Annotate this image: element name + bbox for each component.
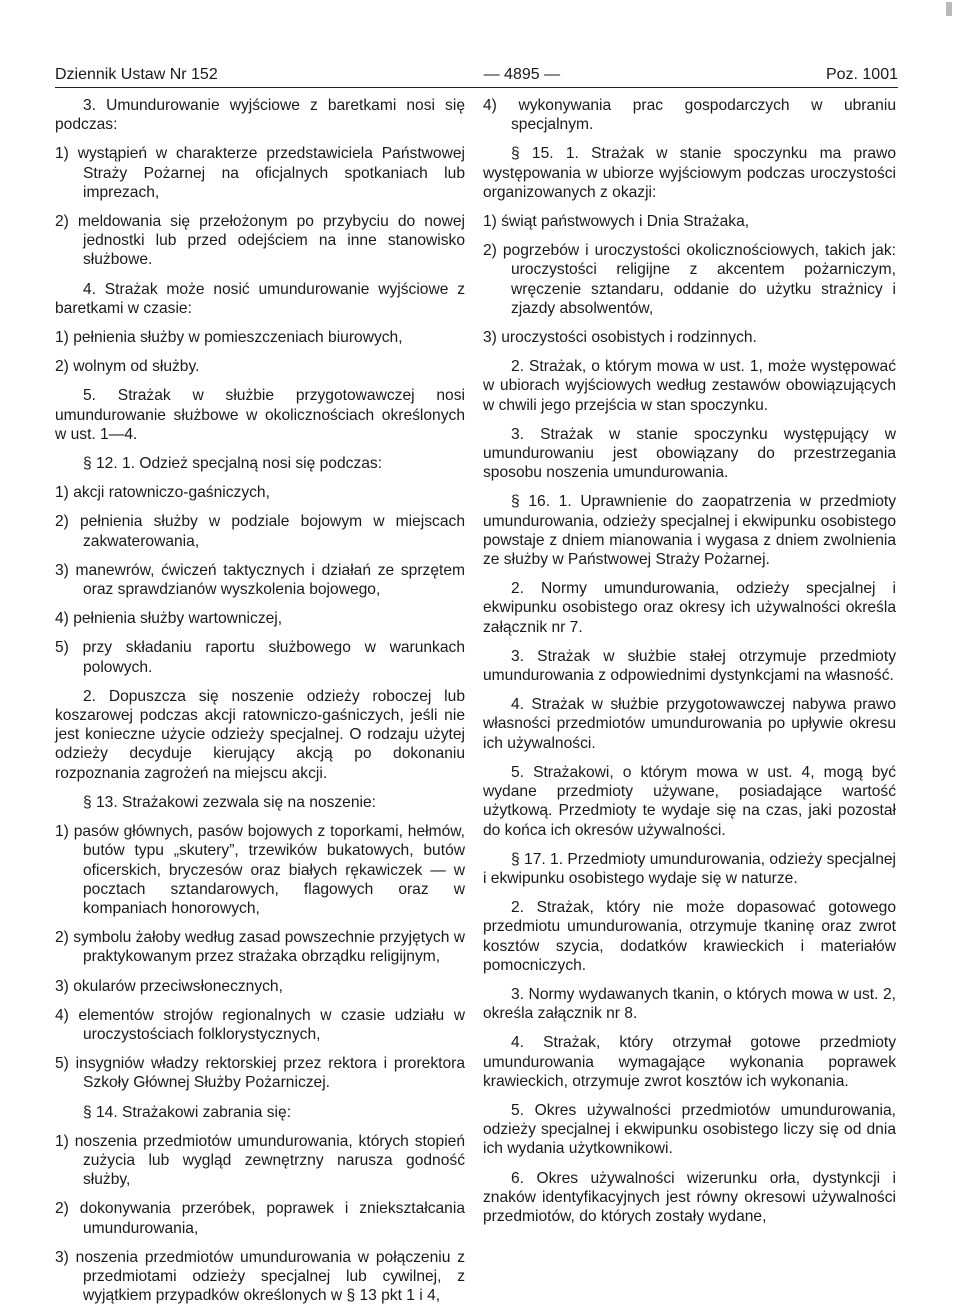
paragraph: § 14. Strażakowi zabrania się: xyxy=(83,1103,292,1121)
list-item: 2) dokonywania przeróbek, poprawek i zniekształcania umundurowania, xyxy=(55,1200,465,1237)
paragraph: 3. Strażak w służbie stałej otrzymuje przedmioty umundurowania z odpowiednimi dystynkcjami na własność. xyxy=(483,647,896,685)
paragraph: 2. Normy umundurowania, odzieży specjalnej i ekwipunku osobistego oraz okresy ich używalności określa załącznik nr 7. xyxy=(483,580,896,636)
paragraph: 5. Okres używalności przedmiotów umundurowania, odzieży specjalnej i ekwipunku osobistego liczy się od dnia ich wydania użytkownikowi. xyxy=(483,1101,896,1158)
list-item: 2) meldowania się przełożonym po przybyciu do nowej jednostki lub przed odejściem na inne stanowisko służbowe. xyxy=(55,213,465,269)
paragraph: 4. Strażak może nosić umundurowanie wyjściowe z baretkami w czasie: xyxy=(55,280,465,317)
list-item: 2) wolnym od służby. xyxy=(55,358,200,376)
paragraph: 3. Strażak w stanie spoczynku występujący w umundurowaniu jest obowiązany do przestrzegania sposobu noszenia umundurowania. xyxy=(483,425,896,482)
page-header xyxy=(55,60,898,84)
list-item: 3) manewrów, ćwiczeń taktycznych i działań ze sprzętem oraz sprawdzianów wyszkolenia bojowego, xyxy=(55,561,465,599)
page-number: — 4895 — xyxy=(483,66,561,83)
list-item: 3) okularów przeciwsłonecznych, xyxy=(55,977,283,995)
list-item: 4) elementów strojów regionalnych w czasie udziału w uroczystościach folklorystycznych, xyxy=(55,1006,465,1043)
list-item: 1) wystąpień w charakterze przedstawiciela Państwowej Straży Pożarnej na oficjalnych spotkaniach lub imprezach, xyxy=(55,145,465,201)
paragraph: § 12. 1. Odzież specjalną nosi się podczas: xyxy=(83,455,383,473)
list-item: 1) noszenia przedmiotów umundurowania, których stopień zużycia lub wygląd zewnętrzny narusza godność służby, xyxy=(55,1132,465,1189)
list-item: 1) pasów głównych, pasów bojowych z toporkami, hełmów, butów typu „skutery”, trzewików bukatowych, butów oficerskich, bryczesów oraz białych rękawiczek — w pocztach sztandarowych, flagowych oraz w kompaniach honorowych, xyxy=(55,823,465,917)
paragraph: § 16. 1. Uprawnienie do zaopatrzenia w przedmioty umundurowania, odzieży specjalnej i ekwipunku osobistego powstaje z dniem mianowania i wygasa z dniem zwolnienia ze służby w Państwowej Straży Pożarnej. xyxy=(483,493,896,569)
position-number: Poz. 1001 xyxy=(825,66,898,83)
list-item: 4) wykonywania prac gospodarczych w ubraniu specjalnym. xyxy=(483,97,896,134)
list-item: 1) pełnienia służby w pomieszczeniach biurowych, xyxy=(55,329,403,347)
list-item: 4) pełnienia służby wartowniczej, xyxy=(55,610,283,628)
paragraph: 6. Okres używalności wizerunku orła, dystynkcji i znaków identyfikacyjnych jest równy okresowi używalności przedmiotów, do których zostały wydane, xyxy=(483,1169,896,1225)
paragraph: 4. Strażak, który otrzymał gotowe przedmioty umundurowania wymagające wykonania poprawek krawieckich, otrzymuje zwrot kosztów ich wykonania. xyxy=(483,1034,896,1090)
list-item: 1) akcji ratowniczo-gaśniczych, xyxy=(55,484,270,502)
paragraph: § 15. 1. Strażak w stanie spoczynku ma prawo występowania w ubiorze wyjściowym podczas uroczystości organizowanych z okazji: xyxy=(483,145,896,201)
paragraph: 4. Strażak w służbie przygotowawczej nabywa prawo własności przedmiotów umundurowania po upływie okresu ich używalności. xyxy=(483,696,896,752)
paragraph: 3. Umundurowanie wyjściowe z baretkami nosi się podczas: xyxy=(55,97,465,134)
right-column xyxy=(483,96,896,1236)
list-item: 5) przy składaniu raportu służbowego w warunkach polowych. xyxy=(55,639,465,676)
paragraph: 5. Strażakowi, o którym mowa w ust. 4, mogą być wydane przedmioty używane, posiadające wartość użytkową. Przedmioty te wydaje się na czas, jaki pozostał do końca ich okresów używalności. xyxy=(483,763,896,839)
paragraph: 2. Strażak, który nie może dopasować gotowego przedmiotu umundurowania, otrzymuje tkaninę oraz zwrot kosztów szycia, dodatków krawieckich i materiałów pomocniczych. xyxy=(483,899,896,974)
paragraph: 3. Normy wydawanych tkanin, o których mowa w ust. 2, określa załącznik nr 8. xyxy=(483,985,896,1023)
scan-edge-mark xyxy=(946,2,952,16)
header-rule xyxy=(55,87,898,88)
list-item: 3) noszenia przedmiotów umundurowania w połączeniu z przedmiotami odzieży specjalnej lub cywilnej, z wyjątkiem przypadków określonych w § 13 pkt 1 i 4, xyxy=(55,1248,465,1305)
paragraph: § 13. Strażakowi zezwala się na noszenie: xyxy=(83,793,376,811)
paragraph: 2. Strażak, o którym mowa w ust. 1, może występować w ubiorach wyjściowych według zestawów obowiązujących w chwili jego przejścia w stan spoczynku. xyxy=(483,358,896,414)
paragraph: § 17. 1. Przedmioty umundurowania, odzieży specjalnej i ekwipunku osobistego wydaje się w naturze. xyxy=(483,850,896,887)
paragraph: 2. Dopuszcza się noszenie odzieży roboczej lub koszarowej podczas akcji ratowniczo-gaśniczych, jeśli nie jest konieczne użycie odzieży specjalnej. O rodzaju użytej odzieży decyduje kierujący akcją po dokonaniu rozpoznania zagrożeń na miejscu akcji. xyxy=(55,687,465,782)
list-item: 2) pełnienia służby w podziale bojowym w miejscach zakwaterowania, xyxy=(55,513,465,550)
journal-title: Dziennik Ustaw Nr 152 xyxy=(55,66,218,83)
left-column xyxy=(55,96,465,1315)
list-item: 3) uroczystości osobistych i rodzinnych. xyxy=(483,329,757,347)
list-item: 2) symbolu żałoby według zasad powszechnie przyjętych w praktykowanym przez strażaka obrządku religijnym, xyxy=(55,929,465,966)
list-item: 5) insygniów władzy rektorskiej przez rektora i prorektora Szkoły Głównej Służby Pożarniczej. xyxy=(55,1055,465,1092)
list-item: 2) pogrzebów i uroczystości okolicznościowych, takich jak: uroczystości religijne z akcentem pożarniczym, wręczenie sztandaru, oddanie do użytku strażnicy i zjazdy absolwentów, xyxy=(483,242,896,317)
paragraph: 5. Strażak w służbie przygotowawczej nosi umundurowanie służbowe w okolicznościach określonych w ust. 1—4. xyxy=(55,387,465,443)
list-item: 1) świąt państwowych i Dnia Strażaka, xyxy=(483,213,750,231)
